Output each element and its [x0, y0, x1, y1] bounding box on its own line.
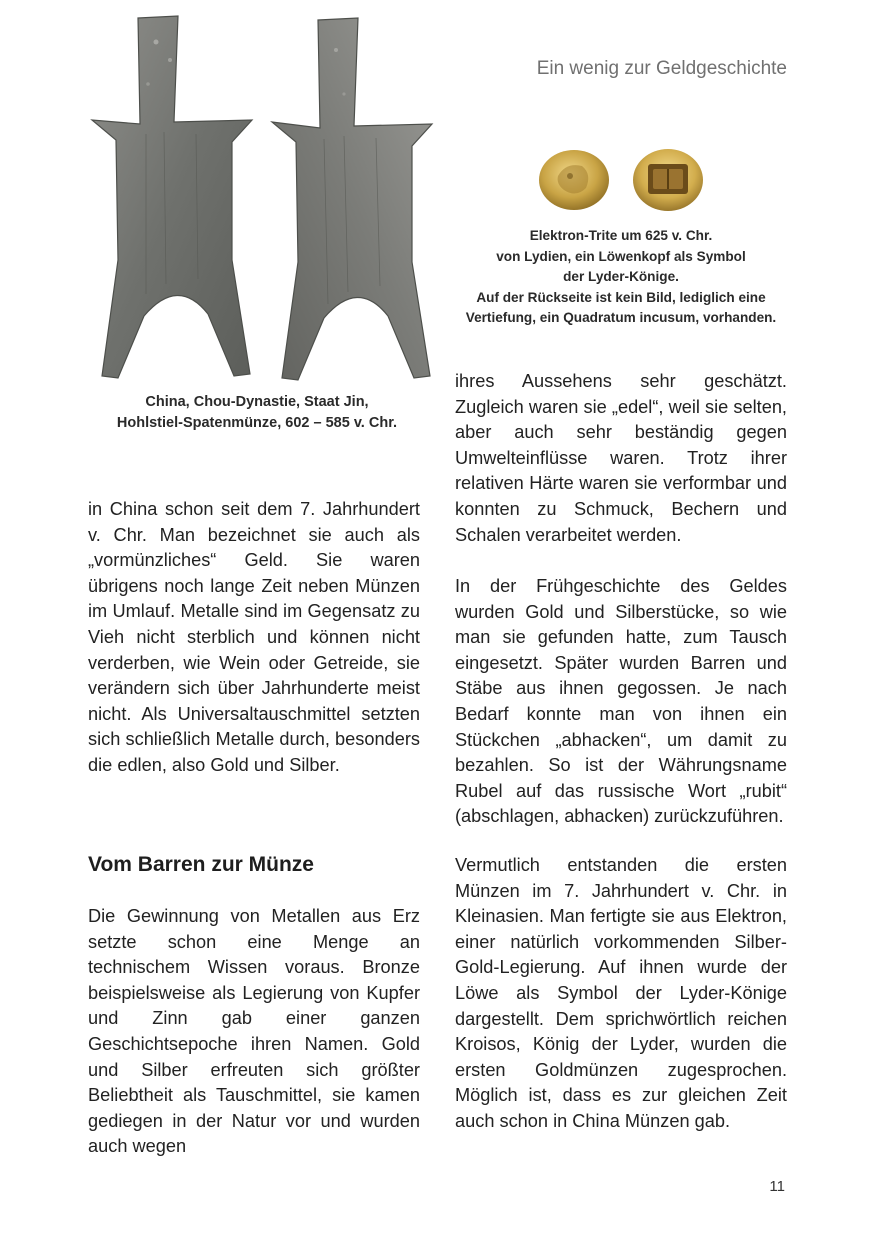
spade-caption-line-1: China, Chou-Dynastie, Staat Jin, [145, 394, 369, 410]
coin-caption-line-1: Elektron-Trite um 625 v. Chr. [529, 228, 713, 243]
spade-caption [86, 392, 428, 434]
spade-caption-line-2: Hohlstiel-Spatenmünze, 602 – 585 v. Chr. [116, 415, 398, 431]
running-title: Ein wenig zur Geldgeschichte [536, 58, 787, 79]
coin-caption-line-4: Auf der Rückseite ist kein Bild, lediglich eine [476, 289, 766, 305]
spade-reverse [272, 18, 432, 380]
coin-caption [455, 226, 787, 329]
spade-coins-image [86, 14, 446, 384]
right-paragraph-2: In der Frühgeschichte des Geldes wurden Gold und Silberstücke, so wie man sie gefunden hatte, zum Tausch eingesetzt. Später wurden Barren und Stäbe aus ihnen gegossen. Je nach Bedarf konnte man von ihnen ein Stückchen „abhacken“, um damit zu bezahlen. So ist der Währungsname Rubel auf das russische Wort „rubit“ (abschlagen, abhacken) zurückzuführen. [455, 576, 787, 827]
coin-caption-line-3: der Lyder-Könige. [563, 269, 679, 284]
right-paragraph-3: Vermutlich entstanden die ersten Münzen im 7. Jahrhundert v. Chr. in Kleinasien. Man fertigte sie aus Elektron, einer natürlich vorkommenden Silber-Gold-Legierung. Auf ihnen wurde der Löwe als Symbol der Lyder-Könige dargestellt. Dem sprichwörtlich reichen Kroisos, König der Lyder, wurden die ersten Goldmünzen zugesprochen. Möglich ist, dass es zur gleichen Zeit auch schon in China Münzen gab. [455, 855, 787, 1131]
coin-caption-line-2: von Lydien, ein Löwenkopf als Symbol [496, 248, 746, 264]
spade-obverse [92, 16, 252, 378]
right-paragraph-1: ihres Aussehens sehr geschätzt. Zugleich waren sie „edel“, weil sie selten, aber auch sehr beständig gegen Umwelteinflüsse waren. Trotz ihrer relativen Härte waren sie verformbar und konnten zu Schmuck, Bechern und Schalen verarbeitet werden. [455, 371, 787, 545]
section-heading: Vom Barren zur Münze [88, 853, 314, 876]
page-number: 11 [769, 1178, 785, 1195]
coin-caption-line-5: Vertiefung, ein Quadratum incusum, vorhanden. [465, 310, 777, 325]
left-paragraph-top: in China schon seit dem 7. Jahrhundert v. Chr. Man bezeichnet sie auch als „vormünzliches“ Geld. Sie waren übrigens noch lange Zeit neben Münzen im Umlauf. Metalle sind im Gegensatz zu Vieh nicht sterblich und können nicht verderben, wie Wein oder Getreide, sie verändern sich über Jahrhunderte meist nicht. Als Universaltauschmittel setzten sich schließlich Metalle durch, besonders die edlen, also Gold und Silber. [88, 499, 420, 775]
left-paragraph-bottom: Die Gewinnung von Metallen aus Erz setzte schon eine Menge an technischem Wissen voraus. Bronze beispielsweise als Legierung von Kupfer und Zinn gab einer ganzen Geschichtsepoche ihren Namen. Gold und Silber erfreuten sich größter Beliebtheit als Tauschmittel, sie kamen gediegen in der Natur vor und wurden auch wegen [88, 906, 420, 1157]
electrum-coin-image [536, 146, 708, 214]
